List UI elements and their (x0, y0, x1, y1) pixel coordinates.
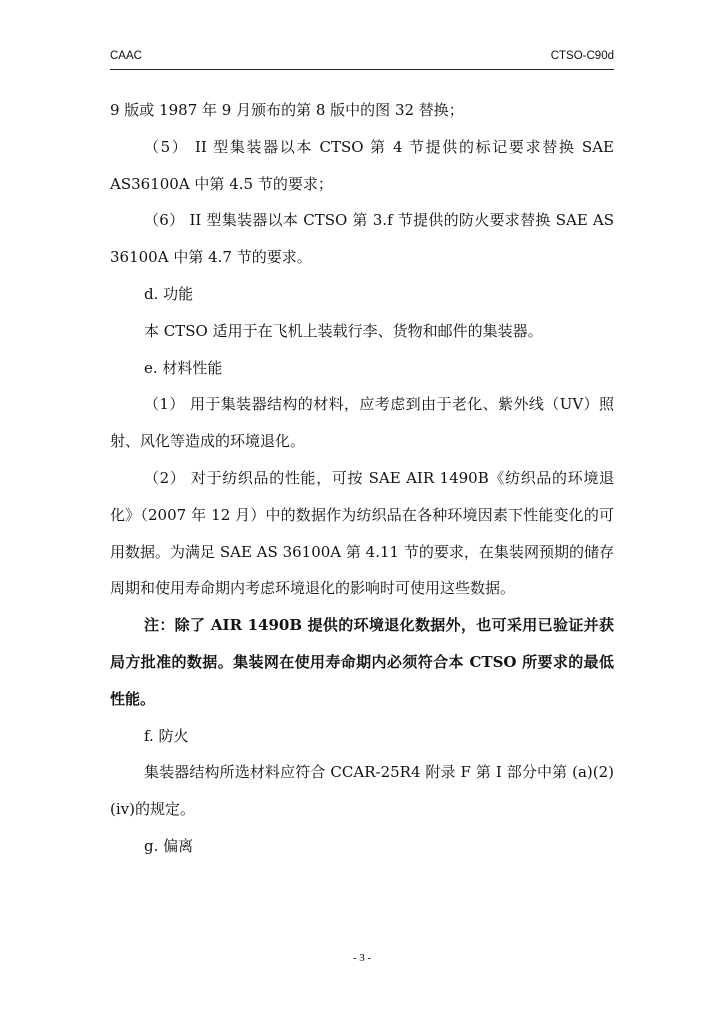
section-heading-d: d. 功能 (144, 284, 194, 303)
page-number: - 3 - (352, 952, 372, 964)
paragraph: （5） II 型集装器以本 CTSO 第 4 节提供的标记要求替换 SAE AS36100A 中第 4.5 节的要求； (110, 137, 614, 193)
section-heading-g: g. 偏离 (144, 836, 194, 855)
note-paragraph: 注：除了 AIR 1490B 提供的环境退化数据外，也可采用已验证并获局方批准的数据。集装网在使用寿命期内必须符合本 CTSO 所要求的最低性能。 (110, 616, 614, 708)
section-heading-e: e. 材料性能 (144, 358, 223, 377)
document-body (110, 92, 614, 865)
header-left: CAAC (110, 50, 142, 62)
paragraph: （2） 对于纺织品的性能，可按 SAE AIR 1490B《纺织品的环境退化》（2007 年 12 月）中的数据作为纺织品在各种环境因素下性能变化的可用数据。为满足 SAE AS 36100A 第 4.11 节的要求，在集装网预期的储存周期和使用寿命期内考虑环境退化的影响时可使用这些数据。 (110, 468, 614, 598)
paragraph: 集装器结构所选材料应符合 CCAR-25R4 附录 F 第 I 部分中第 (a)(2)(iv)的规定。 (110, 763, 614, 819)
paragraph: 本 CTSO 适用于在飞机上装载行李、货物和邮件的集装器。 (144, 321, 543, 340)
header-rule (110, 69, 614, 70)
paragraph: （1） 用于集装器结构的材料，应考虑到由于老化、紫外线（UV）照射、风化等造成的环境退化。 (110, 395, 614, 451)
page-header (110, 50, 614, 68)
paragraph: 9 版或 1987 年 9 月颁布的第 8 版中的图 32 替换； (110, 101, 464, 119)
section-heading-f: f. 防火 (144, 726, 189, 745)
header-right: CTSO-C90d (550, 50, 614, 62)
paragraph: （6） II 型集装器以本 CTSO 第 3.f 节提供的防火要求替换 SAE AS 36100A 中第 4.7 节的要求。 (110, 211, 614, 267)
